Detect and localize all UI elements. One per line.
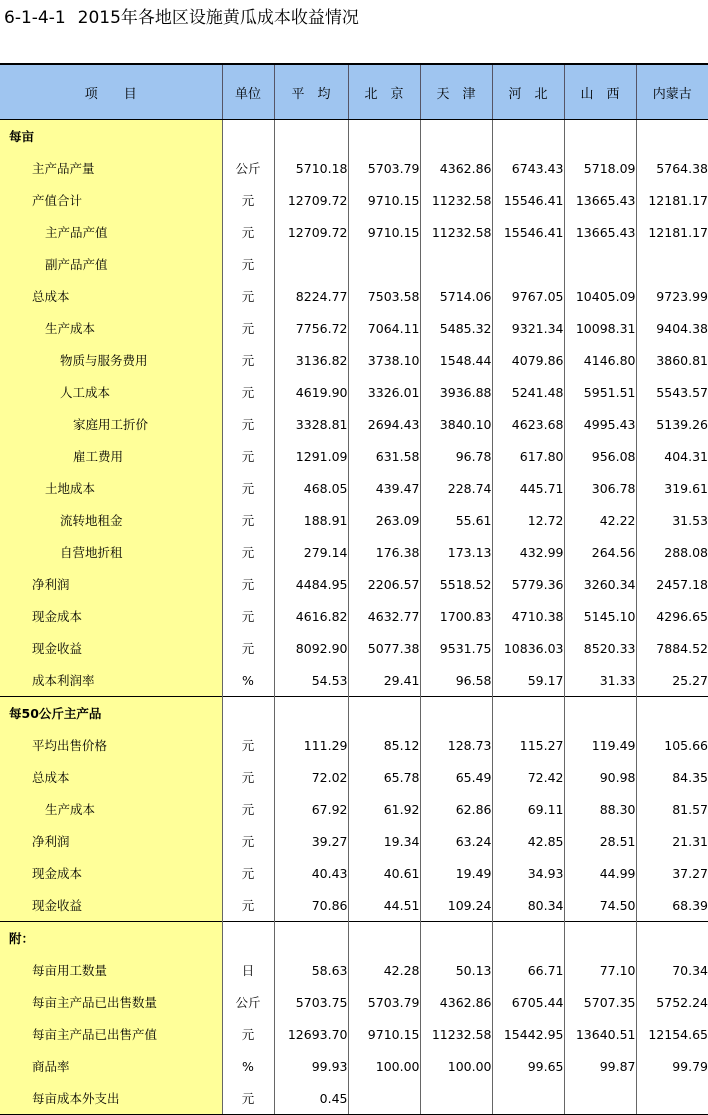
header-region: 河 北 (492, 64, 564, 120)
row-label: 生产成本 (0, 793, 222, 825)
table-row (0, 376, 708, 408)
value-cell: 439.47 (348, 472, 420, 504)
unit-cell: 元 (222, 376, 274, 408)
value-cell: 306.78 (564, 472, 636, 504)
value-cell: 31.53 (672, 512, 708, 528)
unit-cell: 元 (222, 344, 274, 376)
table-row (0, 793, 708, 825)
value-cell: 99.65 (492, 1050, 564, 1082)
value-cell: 4710.38 (492, 600, 564, 632)
row-label: 现金收益 (0, 889, 222, 922)
value-cell: 42.28 (348, 954, 420, 986)
unit-cell: 元 (222, 216, 274, 248)
value-cell (564, 1082, 636, 1115)
unit-cell: 元 (222, 472, 274, 504)
value-cell: 74.50 (564, 889, 636, 922)
page-title (4, 4, 359, 32)
value-cell: 4995.43 (564, 408, 636, 440)
value-cell: 6705.44 (492, 986, 564, 1018)
value-cell: 34.93 (492, 857, 564, 889)
value-cell: 109.24 (420, 889, 492, 922)
value-cell: 3860.81 (656, 352, 708, 368)
row-label: 现金成本 (0, 600, 222, 632)
value-cell: 5145.10 (564, 600, 636, 632)
value-cell: 7756.72 (274, 312, 348, 344)
table-row (0, 632, 708, 664)
value-cell: 5779.36 (492, 568, 564, 600)
value-cell: 68.39 (672, 897, 708, 913)
value-cell (420, 248, 492, 280)
value-cell (564, 697, 636, 730)
value-cell: 7884.52 (656, 640, 708, 656)
value-cell: 5707.35 (564, 986, 636, 1018)
value-cell (348, 922, 420, 955)
value-cell: 15546.41 (492, 184, 564, 216)
value-cell (420, 697, 492, 730)
value-cell (348, 120, 420, 153)
value-cell: 61.92 (348, 793, 420, 825)
value-cell: 5703.75 (274, 986, 348, 1018)
value-cell: 7064.11 (348, 312, 420, 344)
value-cell (492, 248, 564, 280)
unit-cell: 公斤 (222, 986, 274, 1018)
table-row (0, 664, 708, 697)
value-cell: 3136.82 (274, 344, 348, 376)
value-cell: 84.35 (672, 769, 708, 785)
value-cell: 69.11 (492, 793, 564, 825)
unit-cell: 元 (222, 440, 274, 472)
value-cell (274, 248, 348, 280)
value-cell (636, 248, 708, 280)
value-cell (492, 922, 564, 955)
table-row (0, 568, 708, 600)
value-cell (564, 248, 636, 280)
value-cell: 8092.90 (274, 632, 348, 664)
value-cell: 90.98 (564, 761, 636, 793)
value-cell: 44.99 (564, 857, 636, 889)
header-region: 北 京 (348, 64, 420, 120)
value-cell (636, 922, 708, 955)
value-cell: 4146.80 (564, 344, 636, 376)
value-cell: 9767.05 (492, 280, 564, 312)
value-cell: 3260.34 (564, 568, 636, 600)
value-cell: 10836.03 (492, 632, 564, 664)
row-label: 平均出售价格 (0, 729, 222, 761)
value-cell: 4484.95 (274, 568, 348, 600)
row-label: 雇工费用 (0, 440, 222, 472)
value-cell (564, 922, 636, 955)
value-cell (636, 120, 708, 153)
value-cell: 3328.81 (274, 408, 348, 440)
table-row (0, 729, 708, 761)
table-row (0, 152, 708, 184)
row-label: 现金收益 (0, 632, 222, 664)
value-cell: 4296.65 (656, 608, 708, 624)
value-cell: 8520.33 (564, 632, 636, 664)
value-cell: 100.00 (420, 1050, 492, 1082)
header-region: 山 西 (564, 64, 636, 120)
value-cell: 9321.34 (492, 312, 564, 344)
unit-cell: 元 (222, 248, 274, 280)
unit-cell: 元 (222, 761, 274, 793)
section-row (0, 922, 708, 955)
value-cell: 173.13 (420, 536, 492, 568)
value-cell: 10405.09 (564, 280, 636, 312)
value-cell (420, 922, 492, 955)
value-cell: 99.79 (672, 1058, 708, 1074)
value-cell: 37.27 (672, 865, 708, 881)
row-label: 净利润 (0, 568, 222, 600)
value-cell: 4362.86 (420, 986, 492, 1018)
value-cell: 81.57 (672, 801, 708, 817)
table-row (0, 986, 708, 1018)
section-row (0, 120, 708, 153)
unit-cell (222, 120, 274, 153)
value-cell: 5718.09 (564, 152, 636, 184)
value-cell: 445.71 (492, 472, 564, 504)
value-cell: 263.09 (348, 504, 420, 536)
unit-cell: 元 (222, 793, 274, 825)
value-cell: 72.02 (274, 761, 348, 793)
value-cell: 12709.72 (274, 184, 348, 216)
value-cell (348, 697, 420, 730)
value-cell: 10098.31 (564, 312, 636, 344)
value-cell: 39.27 (274, 825, 348, 857)
value-cell: 115.27 (492, 729, 564, 761)
table-row (0, 312, 708, 344)
value-cell: 3738.10 (348, 344, 420, 376)
value-cell: 319.61 (664, 480, 708, 496)
header-region: 内蒙古 (636, 64, 708, 120)
value-cell: 956.08 (564, 440, 636, 472)
value-cell: 13665.43 (564, 216, 636, 248)
unit-cell: 日 (222, 954, 274, 986)
section-row (0, 697, 708, 730)
row-label: 家庭用工折价 (0, 408, 222, 440)
unit-cell: 元 (222, 568, 274, 600)
unit-cell: 元 (222, 184, 274, 216)
value-cell: 96.58 (420, 664, 492, 697)
unit-cell (222, 697, 274, 730)
value-cell: 188.91 (274, 504, 348, 536)
table-code: 6-1-4-1 (4, 8, 66, 28)
value-cell: 77.10 (564, 954, 636, 986)
value-cell: 42.22 (564, 504, 636, 536)
value-cell: 40.43 (274, 857, 348, 889)
value-cell: 15546.41 (492, 216, 564, 248)
value-cell: 15442.95 (492, 1018, 564, 1050)
value-cell: 29.41 (348, 664, 420, 697)
value-cell: 279.14 (274, 536, 348, 568)
value-cell: 12.72 (492, 504, 564, 536)
value-cell: 3840.10 (420, 408, 492, 440)
value-cell: 65.78 (348, 761, 420, 793)
value-cell: 58.63 (274, 954, 348, 986)
header-region: 天 津 (420, 64, 492, 120)
value-cell: 96.78 (420, 440, 492, 472)
value-cell: 85.12 (348, 729, 420, 761)
value-cell: 28.51 (564, 825, 636, 857)
value-cell: 6743.43 (492, 152, 564, 184)
value-cell (420, 120, 492, 153)
value-cell: 0.45 (274, 1082, 348, 1115)
value-cell: 128.73 (420, 729, 492, 761)
value-cell: 12181.17 (648, 224, 708, 240)
value-cell (274, 697, 348, 730)
row-label: 总成本 (0, 761, 222, 793)
unit-cell: 元 (222, 408, 274, 440)
value-cell: 9710.15 (348, 1018, 420, 1050)
table-row (0, 954, 708, 986)
value-cell: 88.30 (564, 793, 636, 825)
row-label: 生产成本 (0, 312, 222, 344)
value-cell: 5714.06 (420, 280, 492, 312)
value-cell: 5241.48 (492, 376, 564, 408)
value-cell: 42.85 (492, 825, 564, 857)
value-cell: 12181.17 (648, 192, 708, 208)
value-cell: 119.49 (564, 729, 636, 761)
unit-cell: 元 (222, 857, 274, 889)
row-label: 人工成本 (0, 376, 222, 408)
row-label: 主产品产值 (0, 216, 222, 248)
row-label: 每亩用工数量 (0, 954, 222, 986)
value-cell: 5764.38 (656, 160, 708, 176)
value-cell: 631.58 (348, 440, 420, 472)
table-row (0, 1050, 708, 1082)
value-cell: 54.53 (274, 664, 348, 697)
value-cell (274, 922, 348, 955)
unit-cell: 公斤 (222, 152, 274, 184)
value-cell: 65.49 (420, 761, 492, 793)
row-label: 自营地折租 (0, 536, 222, 568)
value-cell: 1548.44 (420, 344, 492, 376)
table-row (0, 825, 708, 857)
value-cell: 63.24 (420, 825, 492, 857)
table-row (0, 472, 708, 504)
table-row (0, 280, 708, 312)
row-label: 产值合计 (0, 184, 222, 216)
value-cell: 228.74 (420, 472, 492, 504)
value-cell: 5077.38 (348, 632, 420, 664)
unit-cell (222, 922, 274, 955)
value-cell (636, 1082, 708, 1115)
row-label: 土地成本 (0, 472, 222, 504)
row-label: 主产品产量 (0, 152, 222, 184)
value-cell: 11232.58 (420, 1018, 492, 1050)
value-cell: 4632.77 (348, 600, 420, 632)
value-cell (348, 248, 420, 280)
value-cell: 13665.43 (564, 184, 636, 216)
row-label: 副产品产值 (0, 248, 222, 280)
value-cell: 11232.58 (420, 184, 492, 216)
value-cell: 70.86 (274, 889, 348, 922)
unit-cell: 元 (222, 889, 274, 922)
value-cell: 5485.32 (420, 312, 492, 344)
unit-cell: 元 (222, 312, 274, 344)
row-label: 商品率 (0, 1050, 222, 1082)
unit-cell: 元 (222, 825, 274, 857)
unit-cell: 元 (222, 504, 274, 536)
value-cell: 19.49 (420, 857, 492, 889)
row-label: 流转地租金 (0, 504, 222, 536)
table-row (0, 600, 708, 632)
value-cell: 5518.52 (420, 568, 492, 600)
value-cell: 31.33 (564, 664, 636, 697)
unit-cell: 元 (222, 1018, 274, 1050)
value-cell: 4079.86 (492, 344, 564, 376)
table-row (0, 761, 708, 793)
value-cell: 432.99 (492, 536, 564, 568)
unit-cell: % (222, 1050, 274, 1082)
value-cell: 9404.38 (656, 320, 708, 336)
value-cell: 99.93 (274, 1050, 348, 1082)
value-cell: 2206.57 (348, 568, 420, 600)
value-cell: 1700.83 (420, 600, 492, 632)
row-label: 成本利润率 (0, 664, 222, 697)
value-cell: 7503.58 (348, 280, 420, 312)
value-cell: 62.86 (420, 793, 492, 825)
table-row (0, 216, 708, 248)
section-label: 每亩 (0, 120, 222, 153)
value-cell: 2457.18 (656, 576, 708, 592)
value-cell: 3326.01 (348, 376, 420, 408)
unit-cell: 元 (222, 729, 274, 761)
value-cell: 4362.86 (420, 152, 492, 184)
value-cell: 99.87 (564, 1050, 636, 1082)
value-cell: 21.31 (672, 833, 708, 849)
value-cell (274, 120, 348, 153)
table-row (0, 857, 708, 889)
unit-cell: 元 (222, 632, 274, 664)
unit-cell: 元 (222, 600, 274, 632)
value-cell: 11232.58 (420, 216, 492, 248)
table-title: 2015年各地区设施黄瓜成本收益情况 (77, 8, 359, 28)
table-row (0, 1018, 708, 1050)
unit-cell: % (222, 664, 274, 697)
value-cell: 9710.15 (348, 184, 420, 216)
row-label: 总成本 (0, 280, 222, 312)
value-cell: 80.34 (492, 889, 564, 922)
table-row (0, 536, 708, 568)
value-cell: 55.61 (420, 504, 492, 536)
value-cell: 5139.26 (656, 416, 708, 432)
unit-cell: 元 (222, 1082, 274, 1115)
value-cell: 617.80 (492, 440, 564, 472)
section-label: 附： (0, 922, 222, 955)
value-cell: 67.92 (274, 793, 348, 825)
table-row (0, 440, 708, 472)
value-cell (492, 1082, 564, 1115)
value-cell: 468.05 (274, 472, 348, 504)
row-label: 每亩成本外支出 (0, 1082, 222, 1115)
row-label: 现金成本 (0, 857, 222, 889)
value-cell: 9531.75 (420, 632, 492, 664)
value-cell: 66.71 (492, 954, 564, 986)
value-cell: 8224.77 (274, 280, 348, 312)
value-cell: 4623.68 (492, 408, 564, 440)
row-label: 净利润 (0, 825, 222, 857)
value-cell (420, 1082, 492, 1115)
row-label: 物质与服务费用 (0, 344, 222, 376)
value-cell: 5703.79 (348, 152, 420, 184)
value-cell: 2694.43 (348, 408, 420, 440)
header-region: 平 均 (274, 64, 348, 120)
row-label: 每亩主产品已出售数量 (0, 986, 222, 1018)
header-unit: 单位 (222, 64, 274, 120)
table-row (0, 1082, 708, 1115)
value-cell: 3936.88 (420, 376, 492, 408)
table-row (0, 248, 708, 280)
value-cell: 72.42 (492, 761, 564, 793)
value-cell: 4619.90 (274, 376, 348, 408)
table-row (0, 504, 708, 536)
header-item: 项 目 (0, 64, 222, 120)
section-label: 每50公斤主产品 (0, 697, 222, 730)
value-cell (636, 697, 708, 730)
header-row (0, 64, 708, 120)
value-cell: 40.61 (348, 857, 420, 889)
value-cell: 9710.15 (348, 216, 420, 248)
table-row (0, 408, 708, 440)
value-cell: 5703.79 (348, 986, 420, 1018)
value-cell: 5752.24 (656, 994, 708, 1010)
value-cell: 13640.51 (564, 1018, 636, 1050)
value-cell: 105.66 (664, 737, 708, 753)
value-cell: 264.56 (564, 536, 636, 568)
value-cell: 404.31 (664, 448, 708, 464)
value-cell (348, 1082, 420, 1115)
value-cell: 100.00 (348, 1050, 420, 1082)
table-row (0, 344, 708, 376)
value-cell: 1291.09 (274, 440, 348, 472)
value-cell: 12709.72 (274, 216, 348, 248)
table-body (0, 120, 708, 1115)
value-cell: 12693.70 (274, 1018, 348, 1050)
table-row (0, 889, 708, 922)
value-cell: 9723.99 (656, 288, 708, 304)
value-cell: 70.34 (672, 962, 708, 978)
value-cell (492, 697, 564, 730)
value-cell: 5710.18 (274, 152, 348, 184)
value-cell: 50.13 (420, 954, 492, 986)
value-cell: 25.27 (672, 672, 708, 688)
value-cell: 288.08 (664, 544, 708, 560)
value-cell (492, 120, 564, 153)
value-cell: 59.17 (492, 664, 564, 697)
value-cell: 111.29 (274, 729, 348, 761)
value-cell: 4616.82 (274, 600, 348, 632)
value-cell: 12154.65 (648, 1026, 708, 1042)
cost-benefit-table (0, 63, 708, 1115)
value-cell: 5543.57 (656, 384, 708, 400)
value-cell (564, 120, 636, 153)
value-cell: 44.51 (348, 889, 420, 922)
value-cell: 5951.51 (564, 376, 636, 408)
value-cell: 176.38 (348, 536, 420, 568)
row-label: 每亩主产品已出售产值 (0, 1018, 222, 1050)
unit-cell: 元 (222, 536, 274, 568)
value-cell: 19.34 (348, 825, 420, 857)
unit-cell: 元 (222, 280, 274, 312)
table-row (0, 184, 708, 216)
